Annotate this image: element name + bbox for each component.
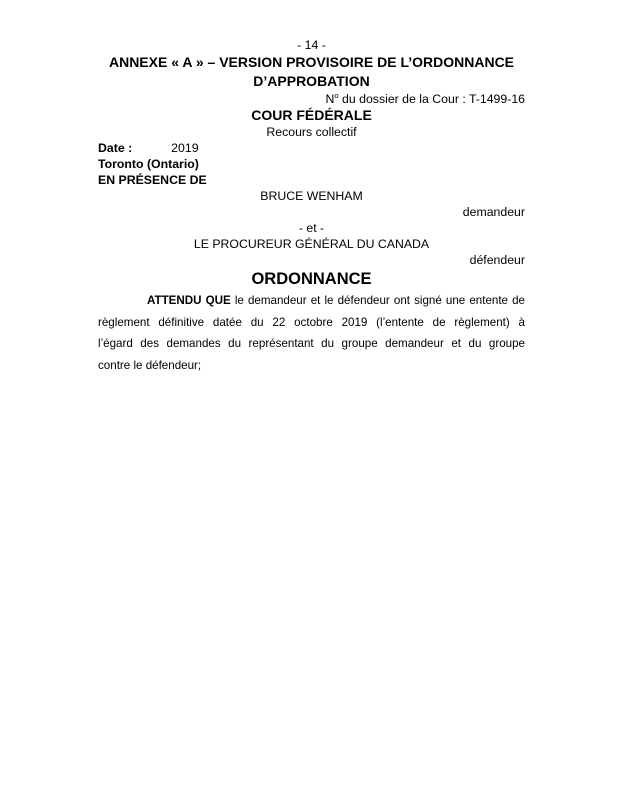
date-row	[98, 140, 525, 156]
defendant-role: défendeur	[469, 253, 525, 267]
court-file-number-text: du dossier de la Cour : T-1499-16	[338, 92, 525, 106]
annex-heading-line2: D’APPROBATION	[253, 73, 370, 89]
location-line: Toronto (Ontario)	[98, 157, 199, 171]
page-number: - 14 -	[297, 38, 326, 52]
plaintiff-name: BRUCE WENHAM	[260, 189, 363, 203]
court-file-number-sup: o	[334, 90, 339, 100]
court-file-number	[98, 91, 525, 107]
court-file-number-n: N	[325, 92, 335, 106]
recital-paragraph	[98, 290, 525, 376]
recital-line-2: règlement définitive datée du 22 octobre 2019 (l’entente de règlement) à	[98, 315, 525, 329]
proceeding-type: Recours collectif	[266, 125, 357, 139]
party-separator: - et -	[298, 221, 325, 235]
recital-line-1	[98, 290, 525, 312]
annex-heading	[98, 53, 525, 91]
order-title: ORDONNANCE	[251, 270, 372, 288]
recital-line-1-rest: le demandeur et le défendeur ont signé une entente de	[230, 294, 525, 307]
date-value: 2019	[171, 141, 199, 155]
defendant-name: LE PROCUREUR GÉNÉRAL DU CANADA	[193, 237, 430, 251]
recital-lead: ATTENDU QUE	[147, 294, 231, 307]
date-label: Date :	[98, 141, 133, 155]
court-name: COUR FÉDÉRALE	[251, 107, 372, 123]
presence-heading: EN PRÉSENCE DE	[98, 173, 207, 187]
recital-line-4: contre le défendeur;	[98, 358, 202, 372]
plaintiff-role: demandeur	[462, 205, 525, 219]
annex-heading-line1: ANNEXE « A » – VERSION PROVISOIRE DE L’ORDONNANCE	[108, 54, 515, 70]
recital-line-3: l’égard des demandes du représentant du groupe demandeur et du groupe	[98, 337, 525, 350]
